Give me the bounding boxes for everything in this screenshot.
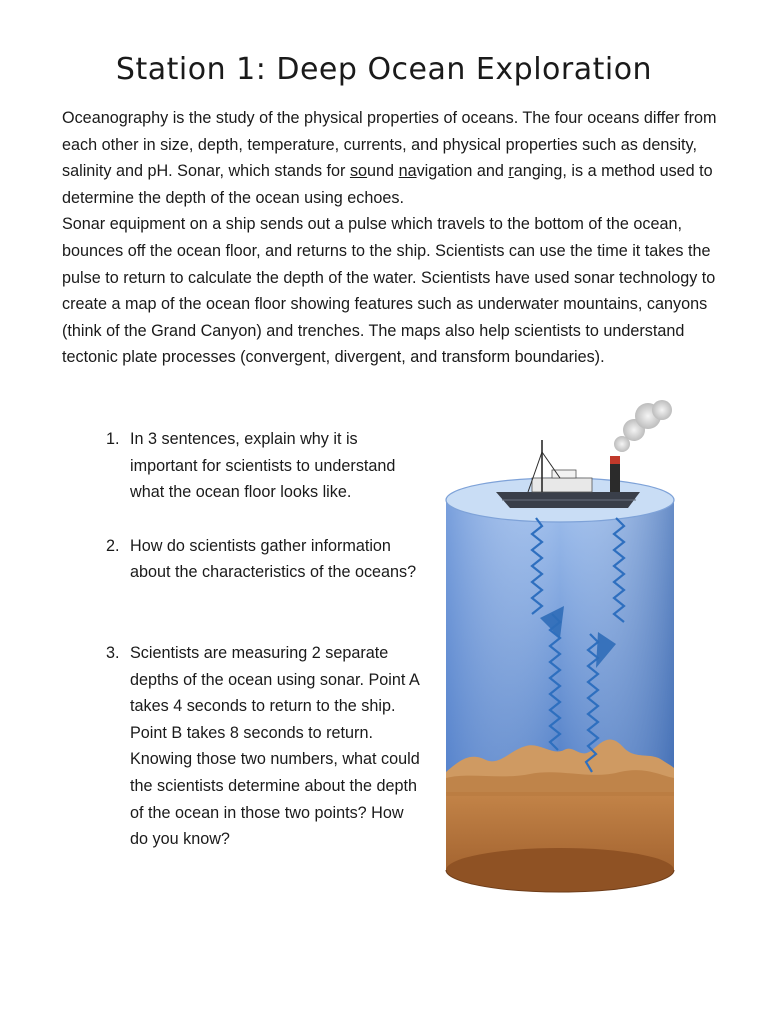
question-number: 2. <box>106 536 120 555</box>
page-title: Station 1: Deep Ocean Exploration <box>115 52 653 87</box>
intro-paragraph-1 <box>62 105 732 211</box>
intro-p1-part3: vigation and <box>416 162 509 181</box>
intro-p1-part2: und <box>367 162 399 181</box>
sonar-ocean-cylinder-illustration <box>440 400 680 900</box>
intro-p1-underline-so: so <box>349 162 368 181</box>
intro-p1-part4: anging, is a method used to determine the depth of the ocean using echoes. <box>62 162 713 207</box>
sonar-diagram-svg <box>440 400 680 900</box>
intro-text <box>62 105 732 371</box>
question-number: 1. <box>106 430 120 448</box>
intro-p1-underline-r: r <box>508 162 514 181</box>
question-list <box>106 426 426 853</box>
intro-p1-underline-na: na <box>398 162 417 181</box>
intro-paragraph-2: Sonar equipment on a ship sends out a pulse which travels to the bottom of the ocean, bounces off the ocean floor, and returns to the ship. Scientists can use the time it takes the pulse to return to calculate the depth of the water. Scientists have used sonar technology to create a map of the ocean floor showing features such as underwater mountains, canyons (think of the Grand Canyon) and trenches. The maps also help scientists to understand tectonic plate processes (convergent, divergent, and transform boundaries). <box>62 215 716 367</box>
question-item-3 <box>106 640 426 853</box>
ship-cabin <box>532 478 592 492</box>
question-item-1 <box>106 426 426 506</box>
question-text: In 3 sentences, explain why it is important for scientists to understand what the ocean floor looks like. <box>130 430 396 502</box>
question-text: Scientists are measuring 2 separate depths of the ocean using sonar. Point A takes 4 seconds to return to the ship. Point B takes 8 seconds to return. Knowing those two numbers, what could the scientists determine about the depth of the ocean in those two points? How do you know? <box>130 643 420 849</box>
question-number: 3. <box>106 643 120 662</box>
question-item-2 <box>106 533 426 586</box>
intro-p1-part1: Oceanography is the study of the physical properties of oceans. The four oceans differ from each other in size, depth, temperature, currents, and physical properties such as density, salinity and pH. Sonar, which stands for <box>62 109 717 181</box>
question-text: How do scientists gather information about the characteristics of the oceans? <box>130 536 417 582</box>
